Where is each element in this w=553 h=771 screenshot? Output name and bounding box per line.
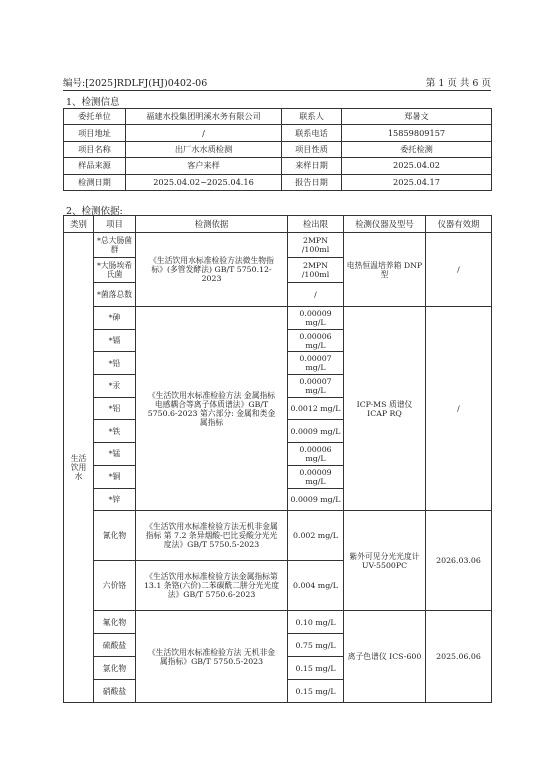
table-row [64, 125, 492, 141]
basis-table [63, 215, 492, 703]
item-cell: *铝 [94, 397, 136, 420]
limit-cell: 0.00006 mg/L [288, 443, 344, 466]
item-cell: 硫酸盐 [94, 634, 136, 657]
limit-cell: / [288, 283, 344, 307]
item-cell: 氯化物 [94, 657, 136, 680]
item-cell: 硝酸盐 [94, 680, 136, 703]
category-cell: 生活饮用水 [64, 233, 94, 703]
client-value: 福建水投集团明溪水务有限公司 [126, 109, 282, 125]
address-label: 项目地址 [64, 125, 126, 141]
table-header-row [64, 216, 492, 233]
phone-label: 联系电话 [282, 125, 342, 141]
address-value: / [126, 125, 282, 141]
table-row [64, 511, 492, 561]
validity-cell: 2025.06.06 [426, 611, 492, 703]
item-cell: *铅 [94, 352, 136, 375]
limit-cell: 0.00007 mg/L [288, 352, 344, 375]
item-cell: *锰 [94, 443, 136, 466]
table-row [64, 158, 492, 174]
limit-cell: 0.15 mg/L [288, 657, 344, 680]
header-category: 类别 [64, 216, 94, 233]
item-cell: *锌 [94, 488, 136, 511]
section-title-info: 1、检测信息 [66, 97, 120, 108]
validity-cell: 2026.03.06 [426, 511, 492, 611]
limit-cell: 2MPN /100ml [288, 258, 344, 283]
limit-cell: 0.0012 mg/L [288, 397, 344, 420]
client-label: 委托单位 [64, 109, 126, 125]
instrument-cell: 离子色谱仪 ICS-600 [344, 611, 426, 703]
item-cell: *汞 [94, 375, 136, 398]
item-cell: *铁 [94, 420, 136, 443]
limit-cell: 0.10 mg/L [288, 611, 344, 634]
item-cell: *铜 [94, 465, 136, 488]
phone-value: 15859809157 [342, 125, 492, 141]
project-type-label: 项目性质 [282, 141, 342, 157]
header-limit: 检出限 [288, 216, 344, 233]
page-header [63, 76, 491, 91]
validity-cell: / [426, 233, 492, 307]
item-cell: 氟化物 [94, 611, 136, 634]
item-cell: *菌落总数 [94, 283, 136, 307]
header-instrument: 检测仪器及型号 [344, 216, 426, 233]
table-row [64, 174, 492, 190]
report-date-label: 报告日期 [282, 174, 342, 190]
sample-date-value: 2025.04.02 [342, 158, 492, 174]
limit-cell: 0.00007 mg/L [288, 375, 344, 398]
item-cell: 六价铬 [94, 561, 136, 611]
validity-cell: / [426, 307, 492, 511]
project-name-label: 项目名称 [64, 141, 126, 157]
limit-cell: 0.004 mg/L [288, 561, 344, 611]
limit-cell: 0.00009 mg/L [288, 465, 344, 488]
report-code: 编号:[2025]RDLFJ(HJ)0402-06 [63, 78, 208, 89]
test-date-label: 检测日期 [64, 174, 126, 190]
item-cell: *砷 [94, 307, 136, 330]
page-indicator: 第 1 页 共 6 页 [425, 78, 491, 89]
basis-cell: 《生活饮用水标准检验方法金属指标第 13.1 条铬(六价)二苯碳酰二肼分光光度法》GB/T 5750.6-2023 [136, 561, 288, 611]
project-type-value: 委托检测 [342, 141, 492, 157]
header-basis: 检测依据 [136, 216, 288, 233]
sample-source-value: 客户来样 [126, 158, 282, 174]
limit-cell: 2MPN /100ml [288, 233, 344, 258]
limit-cell: 0.0009 mg/L [288, 420, 344, 443]
item-cell: *大肠埃希氏菌 [94, 258, 136, 283]
limit-cell: 0.00006 mg/L [288, 329, 344, 352]
contact-label: 联系人 [282, 109, 342, 125]
item-cell: *总大肠菌群 [94, 233, 136, 258]
instrument-cell: 紫外可见分光光度计 UV-5500PC [344, 511, 426, 611]
table-row [64, 233, 492, 258]
table-row [64, 307, 492, 330]
basis-cell: 《生活饮用水标准检验方法无机非金属指标 第 7.2 条异烟酸-巴比妥酸分光光度法》GB/T 5750.5-2023 [136, 511, 288, 561]
limit-cell: 0.00009 mg/L [288, 307, 344, 330]
info-table [63, 108, 492, 191]
project-name-value: 出厂水水质检测 [126, 141, 282, 157]
item-cell: 氰化物 [94, 511, 136, 561]
instrument-cell: 电热恒温培养箱 DNP 型 [344, 233, 426, 307]
sample-date-label: 来样日期 [282, 158, 342, 174]
instrument-cell: ICP-MS 质谱仪 ICAP RQ [344, 307, 426, 511]
limit-cell: 0.75 mg/L [288, 634, 344, 657]
item-cell: *镉 [94, 329, 136, 352]
header-validity: 仪器有效期 [426, 216, 492, 233]
header-item: 项目 [94, 216, 136, 233]
limit-cell: 0.002 mg/L [288, 511, 344, 561]
report-date-value: 2025.04.17 [342, 174, 492, 190]
basis-cell: 《生活饮用水标准检验方法微生物指标》(多管发酵法) GB/T 5750.12-2023 [136, 233, 288, 307]
table-row [64, 611, 492, 634]
limit-cell: 0.0009 mg/L [288, 488, 344, 511]
basis-cell: 《生活饮用水标准检验方法 金属指标 电感耦合等离子体质谱法》GB/T 5750.6-2023 第六部分: 金属和类金属指标 [136, 307, 288, 511]
sample-source-label: 样品来源 [64, 158, 126, 174]
basis-cell: 《生活饮用水标准检验方法 无机非金属指标》GB/T 5750.5-2023 [136, 611, 288, 703]
limit-cell: 0.15 mg/L [288, 680, 344, 703]
table-row [64, 141, 492, 157]
section-title-basis: 2、检测依据: [66, 206, 123, 217]
test-date-value: 2025.04.02~2025.04.16 [126, 174, 282, 190]
contact-value: 郑暑文 [342, 109, 492, 125]
table-row [64, 109, 492, 125]
